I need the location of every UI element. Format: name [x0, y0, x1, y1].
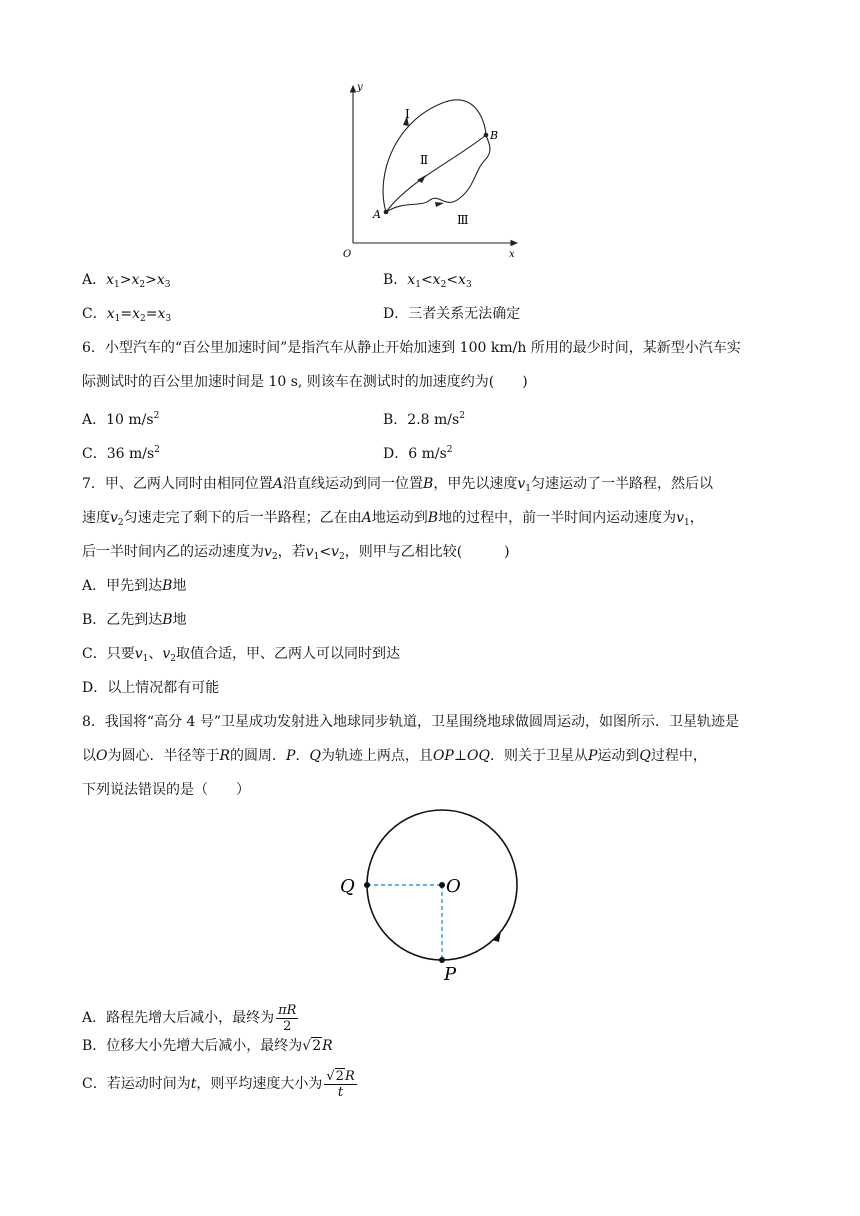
q6-option-b: B．2.8 $m/s^2$ [383, 411, 465, 428]
q7-option-b: B．乙先到达B地 [82, 612, 187, 628]
q6-option-a: A．10 $m/s^2$ [82, 411, 160, 428]
q7-line-1: 7．甲、乙两人同时由相同位置A沿直线运动到同一位置B，甲先以速度$v_1$匀速运动了一半路程，然后以 [82, 476, 713, 494]
q5-option-a: A．$x_1>x_2>x_3$ [82, 272, 171, 290]
b-label: B [490, 129, 499, 142]
q7-line-3: 后一半时间内乙的运动速度为$v_2$，若$v_1<v_2$，则甲与乙相比较( ) [82, 544, 510, 562]
q5-option-d: D．三者关系无法确定 [383, 306, 521, 322]
p-dot [439, 957, 445, 963]
path-three [386, 135, 490, 212]
orbit-figure [330, 800, 540, 985]
q6-option-c: C．36 $m/s^2$ [82, 445, 160, 462]
point-a-dot [384, 210, 389, 215]
q5-option-b: B．$x_1<x_2<x_3$ [383, 272, 472, 290]
path-figure [335, 80, 525, 265]
q8-line-1: 8．我国将“高分 4 号”卫星成功发射进入地球同步轨道，卫星围绕地球做圆周运动，如图所示．卫星轨迹是 [82, 714, 740, 730]
q-dot [364, 882, 370, 888]
p-label: P [444, 964, 457, 985]
q7-line-2: 速度$v_2$匀速走完了剩下的后一半路程；乙在由A地运动到B地的过程中，前一半时间内运动速度为$v_1$， [82, 510, 704, 528]
q8-option-b: B．位移大小先增大后减小，最终为√2R [82, 1038, 333, 1054]
q6-line-1: 6．小型汽车的“百公里加速时间”是指汽车从静止开始加速到 100 km/h 所用的最少时间，某新型小汽车实 [82, 340, 741, 356]
q7-option-d: D．以上情况都有可能 [82, 680, 220, 696]
q-label: Q [340, 876, 355, 897]
q7-option-a: A．甲先到达B地 [82, 578, 187, 594]
o-dot [439, 882, 445, 888]
q8-line-3: 下列说法错误的是（ ） [82, 782, 250, 798]
pi-r-over-2: $\frac{\pi R}{2}$ [278, 1002, 297, 1034]
path-two [386, 135, 486, 212]
point-b-dot [484, 133, 489, 138]
path-one-label: Ⅰ [405, 107, 410, 121]
path-two-label: Ⅱ [420, 153, 429, 167]
q5-option-c: C．$x_1=x_2=x_3$ [82, 306, 172, 324]
x-label: x [509, 249, 515, 260]
o-label: O [446, 876, 461, 897]
path-three-label: Ⅲ [457, 213, 469, 227]
q7-option-c: C．只要$v_1$、$v_2$取值合适，甲、乙两人可以同时到达 [82, 646, 401, 664]
q6-line-2: 际测试时的百公里加速时间是 10 s, 则该车在测试时的加速度约为( ) [82, 374, 528, 390]
sqrt2-r: √2R [302, 1038, 333, 1054]
q8-option-c: C．若运动时间为t，则平均速度大小为 $\frac{√2R}{t}$ [82, 1068, 355, 1100]
path-one [383, 100, 486, 212]
direction-arrow [492, 931, 501, 942]
q8-option-a: A．路程先增大后减小，最终为 $\frac{\pi R}{2}$ [82, 1002, 297, 1034]
sqrt2r-over-t: $\frac{√2R}{t}$ [326, 1068, 355, 1100]
y-label: y [357, 82, 363, 93]
q6-option-d: D．6 $m/s^2$ [383, 445, 453, 462]
a-label: A [373, 208, 381, 221]
q8-line-2: 以O为圆心．半径等于R的圆周．P．Q为轨迹上两点，且OP⊥OQ．则关于卫星从P运动到Q过程中， [82, 748, 707, 764]
origin-label: O [343, 249, 352, 260]
